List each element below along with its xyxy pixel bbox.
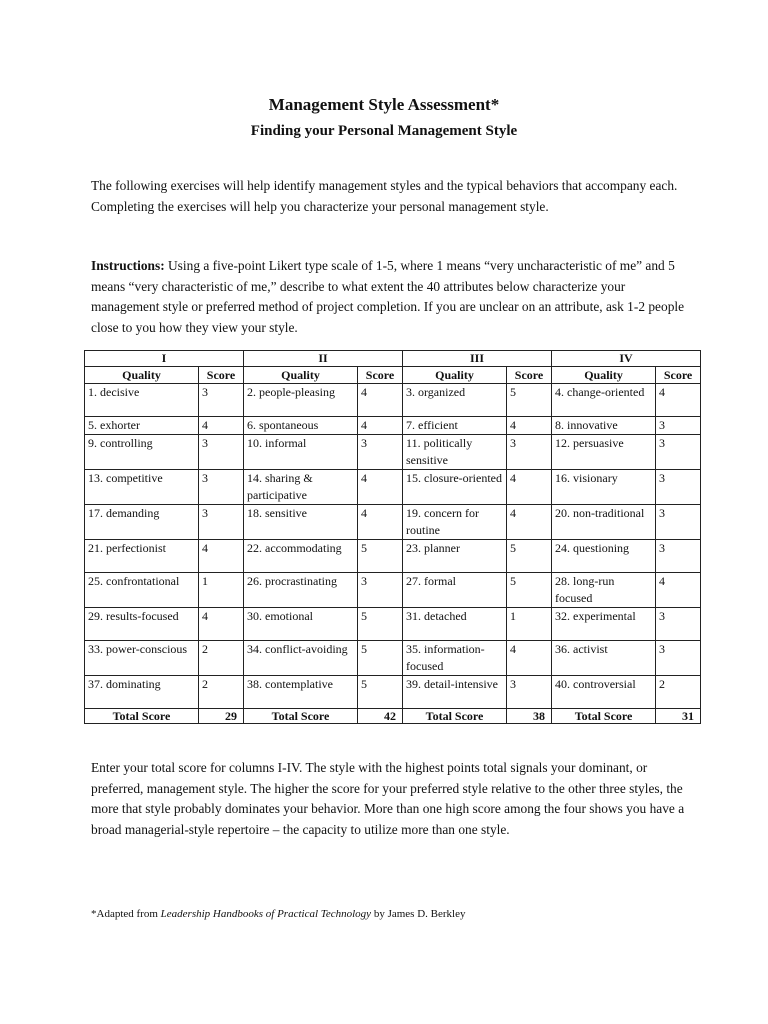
score-cell: 3 bbox=[656, 470, 701, 505]
quality-cell: 32. experimental bbox=[552, 608, 656, 641]
score-cell: 4 bbox=[507, 505, 552, 540]
score-cell: 3 bbox=[656, 608, 701, 641]
score-cell: 1 bbox=[507, 608, 552, 641]
score-cell: 4 bbox=[507, 417, 552, 435]
quality-cell: 1. decisive bbox=[85, 384, 199, 417]
score-cell: 3 bbox=[199, 384, 244, 417]
table-row bbox=[85, 676, 701, 709]
quality-cell: 8. innovative bbox=[552, 417, 656, 435]
score-header: Score bbox=[199, 367, 244, 384]
score-cell: 3 bbox=[656, 435, 701, 470]
column-header-row bbox=[85, 367, 701, 384]
score-cell: 3 bbox=[358, 573, 403, 608]
quality-header: Quality bbox=[403, 367, 507, 384]
quality-cell: 35. information-focused bbox=[403, 641, 507, 676]
score-cell: 4 bbox=[358, 470, 403, 505]
quality-header: Quality bbox=[552, 367, 656, 384]
quality-cell: 18. sensitive bbox=[244, 505, 358, 540]
quality-cell: 9. controlling bbox=[85, 435, 199, 470]
score-cell: 4 bbox=[358, 417, 403, 435]
quality-cell: 38. contemplative bbox=[244, 676, 358, 709]
score-cell: 2 bbox=[199, 641, 244, 676]
quality-cell: 34. conflict-avoiding bbox=[244, 641, 358, 676]
table-row bbox=[85, 505, 701, 540]
score-cell: 5 bbox=[358, 608, 403, 641]
footnote-book-title: Leadership Handbooks of Practical Technology bbox=[160, 908, 372, 920]
quality-cell: 37. dominating bbox=[85, 676, 199, 709]
table-row bbox=[85, 573, 701, 608]
score-cell: 3 bbox=[656, 540, 701, 573]
group-header-row bbox=[85, 351, 701, 367]
total-value: 38 bbox=[507, 709, 552, 724]
score-cell: 3 bbox=[199, 505, 244, 540]
score-cell: 4 bbox=[656, 573, 701, 608]
total-label: Total Score bbox=[403, 709, 507, 724]
group-header: III bbox=[403, 351, 552, 367]
quality-cell: 4. change-oriented bbox=[552, 384, 656, 417]
quality-cell: 29. results-focused bbox=[85, 608, 199, 641]
quality-cell: 7. efficient bbox=[403, 417, 507, 435]
score-cell: 2 bbox=[199, 676, 244, 709]
score-cell: 4 bbox=[656, 384, 701, 417]
quality-cell: 33. power-conscious bbox=[85, 641, 199, 676]
score-cell: 4 bbox=[507, 641, 552, 676]
quality-cell: 20. non-traditional bbox=[552, 505, 656, 540]
quality-cell: 15. closure-oriented bbox=[403, 470, 507, 505]
quality-cell: 12. persuasive bbox=[552, 435, 656, 470]
score-cell: 3 bbox=[199, 470, 244, 505]
score-cell: 3 bbox=[507, 676, 552, 709]
instructions-label: Instructions: bbox=[91, 258, 165, 273]
total-label: Total Score bbox=[552, 709, 656, 724]
table-row bbox=[85, 641, 701, 676]
group-header: I bbox=[85, 351, 244, 367]
table-row bbox=[85, 470, 701, 505]
score-cell: 5 bbox=[358, 676, 403, 709]
quality-cell: 21. perfectionist bbox=[85, 540, 199, 573]
quality-cell: 22. accommodating bbox=[244, 540, 358, 573]
assessment-table bbox=[84, 350, 701, 724]
quality-cell: 36. activist bbox=[552, 641, 656, 676]
quality-cell: 6. spontaneous bbox=[244, 417, 358, 435]
table-row bbox=[85, 417, 701, 435]
quality-cell: 26. procrastinating bbox=[244, 573, 358, 608]
score-cell: 3 bbox=[507, 435, 552, 470]
group-header: IV bbox=[552, 351, 701, 367]
score-cell: 4 bbox=[358, 505, 403, 540]
total-value: 42 bbox=[358, 709, 403, 724]
quality-cell: 28. long-run focused bbox=[552, 573, 656, 608]
score-cell: 5 bbox=[358, 641, 403, 676]
quality-cell: 17. demanding bbox=[85, 505, 199, 540]
page-title: Management Style Assessment* bbox=[268, 95, 500, 114]
score-cell: 3 bbox=[199, 435, 244, 470]
table-row bbox=[85, 540, 701, 573]
quality-cell: 19. concern for routine bbox=[403, 505, 507, 540]
footnote bbox=[91, 906, 691, 922]
score-cell: 5 bbox=[507, 384, 552, 417]
total-label: Total Score bbox=[85, 709, 199, 724]
table-row bbox=[85, 435, 701, 470]
total-label: Total Score bbox=[244, 709, 358, 724]
quality-cell: 5. exhorter bbox=[85, 417, 199, 435]
quality-cell: 25. confrontational bbox=[85, 573, 199, 608]
quality-cell: 16. visionary bbox=[552, 470, 656, 505]
quality-cell: 14. sharing & participative bbox=[244, 470, 358, 505]
quality-cell: 39. detail-intensive bbox=[403, 676, 507, 709]
score-cell: 4 bbox=[358, 384, 403, 417]
quality-cell: 23. planner bbox=[403, 540, 507, 573]
score-cell: 3 bbox=[358, 435, 403, 470]
outro-paragraph: Enter your total score for columns I-IV. The style with the highest points total signals your dominant, or preferred, management style. The higher the score for your preferred style relative to the other three styles, the more that style probably dominates your behavior. More than one high score among the four shows you have a broad managerial-style repertoire – the capacity to utilize more than one style. bbox=[91, 760, 685, 838]
table-row bbox=[85, 384, 701, 417]
intro-paragraph: The following exercises will help identify management styles and the typical behaviors that accompany each. Completing the exercises will help you characterize your personal management style. bbox=[91, 178, 678, 214]
score-header: Score bbox=[358, 367, 403, 384]
footnote-suffix: by James D. Berkley bbox=[371, 908, 466, 920]
score-cell: 5 bbox=[507, 540, 552, 573]
quality-cell: 13. competitive bbox=[85, 470, 199, 505]
score-cell: 4 bbox=[199, 608, 244, 641]
score-cell: 1 bbox=[199, 573, 244, 608]
score-cell: 3 bbox=[656, 417, 701, 435]
score-cell: 4 bbox=[507, 470, 552, 505]
quality-cell: 30. emotional bbox=[244, 608, 358, 641]
score-cell: 4 bbox=[199, 417, 244, 435]
page-subtitle: Finding your Personal Management Style bbox=[250, 123, 518, 139]
footnote-prefix: *Adapted from bbox=[91, 908, 161, 920]
quality-cell: 10. informal bbox=[244, 435, 358, 470]
quality-cell: 2. people-pleasing bbox=[244, 384, 358, 417]
quality-cell: 24. questioning bbox=[552, 540, 656, 573]
quality-header: Quality bbox=[244, 367, 358, 384]
score-cell: 5 bbox=[507, 573, 552, 608]
score-cell: 5 bbox=[358, 540, 403, 573]
score-cell: 4 bbox=[199, 540, 244, 573]
quality-cell: 31. detached bbox=[403, 608, 507, 641]
group-header: II bbox=[244, 351, 403, 367]
table-row bbox=[85, 608, 701, 641]
quality-cell: 11. politically sensitive bbox=[403, 435, 507, 470]
instructions-text: Using a five-point Likert type scale of 1-5, where 1 means “very uncharacteristic of me” and 5 means “very characteristic of me,” describe to what extent the 40 attributes below characterize your management style or preferred method of project completion. If you are unclear on an attribute, ask 1-2 people close to you how they view your style. bbox=[91, 258, 685, 336]
score-cell: 3 bbox=[656, 505, 701, 540]
quality-cell: 3. organized bbox=[403, 384, 507, 417]
table-body bbox=[85, 384, 701, 709]
score-header: Score bbox=[507, 367, 552, 384]
quality-header: Quality bbox=[85, 367, 199, 384]
quality-cell: 27. formal bbox=[403, 573, 507, 608]
instructions-paragraph bbox=[91, 256, 691, 339]
score-cell: 3 bbox=[656, 641, 701, 676]
score-cell: 2 bbox=[656, 676, 701, 709]
total-row bbox=[85, 709, 701, 724]
total-value: 29 bbox=[199, 709, 244, 724]
quality-cell: 40. controversial bbox=[552, 676, 656, 709]
score-header: Score bbox=[656, 367, 701, 384]
total-value: 31 bbox=[656, 709, 701, 724]
